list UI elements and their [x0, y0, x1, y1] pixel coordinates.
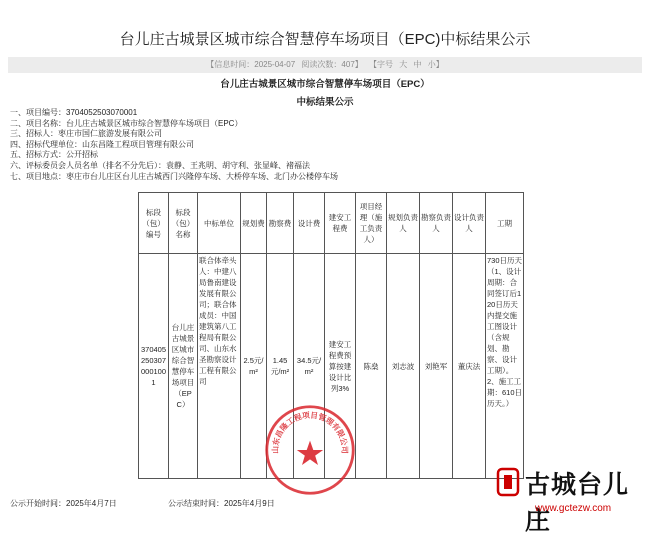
info-item: 六、评标委员会人员名单（排名不分先后）：袁静、王兆明、胡守利、张显峰、褚福法 — [10, 160, 310, 170]
cell-planning-lead: 刘志波 — [387, 254, 420, 479]
info-item: 五、招标方式：公开招标 — [10, 150, 98, 160]
table-header-cell: 标段（包）编号 — [139, 193, 169, 254]
info-item: 二、项目名称：台儿庄古城景区城市综合智慧停车场项目（EPC） — [10, 118, 243, 128]
info-meta-bar — [8, 57, 642, 73]
table-header-cell: 设计费 — [294, 193, 325, 254]
table-header-row — [139, 193, 524, 254]
info-item: 一、项目编号：3704052503070001 — [10, 108, 138, 117]
font-size-medium-link[interactable]: 中 — [413, 60, 422, 69]
site-logo[interactable] — [495, 463, 645, 535]
official-seal-stamp — [263, 403, 357, 497]
project-info-list — [10, 108, 338, 182]
publicity-end-time: 公示结束时间：2025年4月9日 — [168, 499, 275, 508]
table-header-cell: 标段（包）名称 — [169, 193, 198, 254]
cell-design-fee: 34.5元/m² — [294, 254, 325, 479]
document-subtitle: 中标结果公示 — [296, 97, 354, 108]
font-size-large-link[interactable]: 大 — [399, 60, 408, 69]
info-views: 阅读次数：407】 — [301, 60, 363, 69]
font-size-label: 【字号 — [369, 60, 394, 69]
document-title: 台儿庄古城景区城市综合智慧停车场项目（EPC） — [220, 79, 430, 90]
logo-url: www.gctezw.com — [535, 503, 612, 514]
table-header-cell: 工期 — [486, 193, 524, 254]
table-header-cell: 项目经理（施工负责人） — [356, 193, 387, 254]
cell-survey-lead: 刘艳军 — [420, 254, 453, 479]
cell-design-lead: 董庆法 — [453, 254, 486, 479]
logo-text: 古城台儿庄 — [525, 470, 630, 535]
info-date: 【信息时间：2025-04-07 — [206, 60, 296, 69]
cell-duration: 730日历天（1、设计周期：合同签订后120日历天内提交施工图设计（含规划、勘察、设计工期）。2、施工工期：610日历天。） — [486, 254, 524, 479]
table-header-cell: 规划负责人 — [387, 193, 420, 254]
cell-winner: 联合体牵头人：中建八局鲁南建设发展有限公司；联合体成员：中国建筑第八工程局有限公司、山东水圣勘察设计工程有限公司 — [198, 254, 241, 479]
font-size-small-link[interactable]: 小】 — [427, 60, 444, 69]
logo-mark-icon — [495, 465, 521, 499]
seal-text: 山东昌隆工程项目管理有限公司 — [271, 410, 349, 454]
info-item: 四、招标代理单位：山东昌隆工程项目管理有限公司 — [10, 139, 194, 149]
page-title: 台儿庄古城景区城市综合智慧停车场项目（EPC)中标结果公示 — [119, 31, 531, 48]
cell-survey-fee: 1.45元/m² — [267, 254, 294, 479]
cell-project-manager: 陈燊 — [356, 254, 387, 479]
table-header-cell: 建安工程费 — [325, 193, 356, 254]
cell-construction-fee: 建安工程费预算按建设计比列3% — [325, 254, 356, 479]
publicity-start-time: 公示开始时间：2025年4月7日 — [10, 499, 117, 508]
table-header-cell: 设计负责人 — [453, 193, 486, 254]
table-header-cell: 规划费 — [241, 193, 267, 254]
table-header-cell: 勘察负责人 — [420, 193, 453, 254]
cell-planning-fee: 2.5元/m² — [241, 254, 267, 479]
seal-star-icon — [297, 441, 323, 465]
table-header-cell: 勘察费 — [267, 193, 294, 254]
info-item: 三、招标人：枣庄市国仁旅游发展有限公司 — [10, 129, 162, 139]
cell-package-name: 台儿庄古城景区城市综合智慧停车场项目（EPC） — [169, 254, 198, 479]
cell-package-no: 3704052503070001001 — [139, 254, 169, 479]
info-item: 七、项目地点：枣庄市台儿庄区台儿庄古城西门兴隆停车场、大桥停车场、北门办公楼停车场 — [10, 171, 338, 181]
table-header-cell: 中标单位 — [198, 193, 241, 254]
